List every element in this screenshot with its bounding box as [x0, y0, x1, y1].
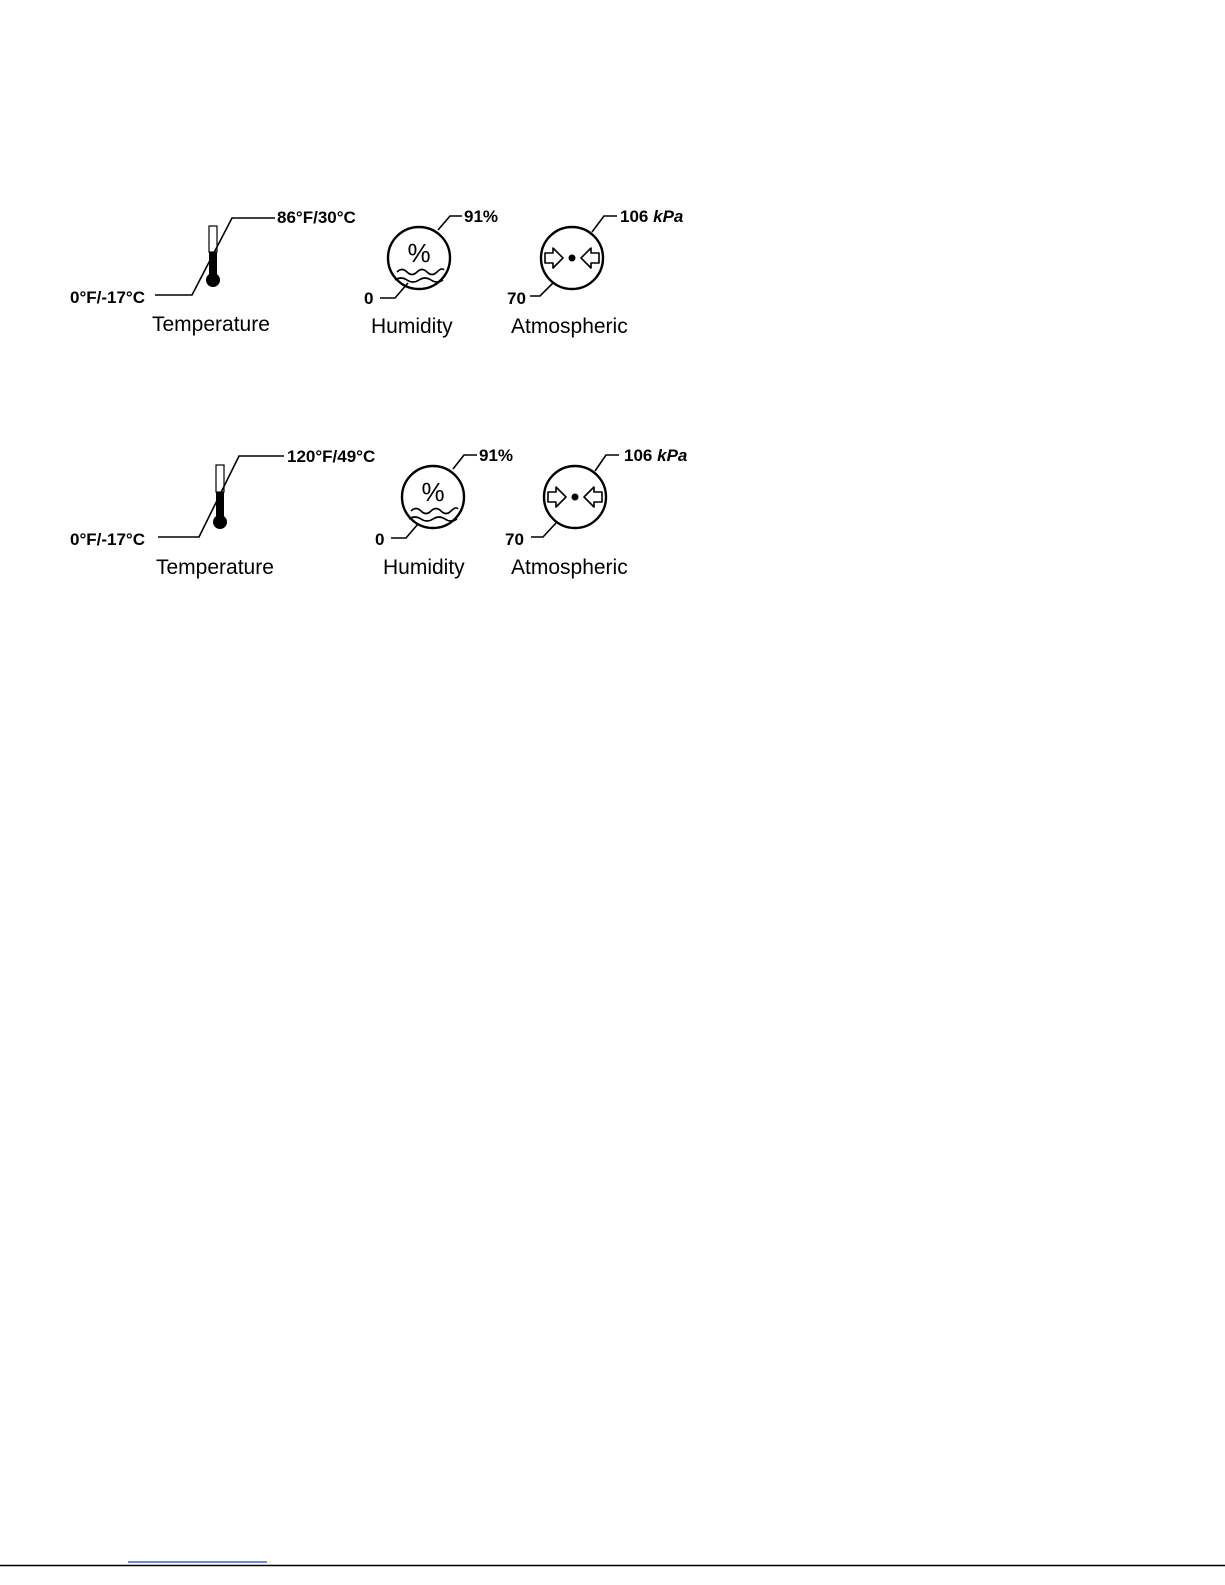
humidity-group-2: [375, 446, 513, 579]
humidity-group-1: [364, 207, 498, 338]
thermometer-icon: [206, 226, 220, 287]
humidity-max-label: 91%: [464, 207, 499, 226]
pressure-caption: Atmospheric: [511, 556, 628, 579]
humidity-max-label: 91%: [479, 446, 514, 465]
humidity-leader-lines: [391, 524, 418, 538]
temperature-max-label: 120°F/49°C: [287, 447, 376, 466]
humidity-leader-lines-top: [438, 216, 462, 230]
pressure-caption: Atmospheric: [511, 315, 628, 338]
humidity-icon: [402, 466, 464, 528]
pressure-max-value: 106: [620, 207, 649, 226]
humidity-leader-lines-top: [453, 455, 477, 469]
temperature-caption: Temperature: [156, 556, 274, 579]
pressure-max-label: [624, 446, 687, 465]
humidity-icon: [388, 227, 450, 289]
pressure-max-unit: kPa: [657, 446, 688, 465]
percent-symbol: %: [407, 238, 431, 268]
humidity-caption: Humidity: [371, 315, 453, 338]
pressure-max-label: [620, 207, 683, 226]
pressure-icon: [541, 227, 603, 289]
pressure-leader-lines-top: [595, 455, 619, 471]
pressure-max-unit: kPa: [653, 207, 684, 226]
pressure-min-label: 70: [505, 530, 524, 549]
temperature-group-1: [70, 208, 356, 336]
pressure-icon: [544, 466, 606, 528]
atmospheric-group-2: [505, 446, 687, 579]
pressure-leader-lines: [531, 523, 556, 537]
pressure-leader-lines: [530, 283, 553, 296]
row-2: [70, 446, 687, 579]
atmospheric-group-1: [507, 207, 683, 338]
pressure-min-label: 70: [507, 289, 526, 308]
temperature-caption: Temperature: [152, 313, 270, 336]
footer: [0, 1562, 1225, 1566]
humidity-caption: Humidity: [383, 556, 465, 579]
percent-symbol: %: [421, 477, 445, 507]
humidity-min-label: 0: [375, 530, 385, 549]
humidity-min-label: 0: [364, 289, 374, 308]
thermometer-icon: [213, 465, 227, 529]
row-1: [70, 207, 683, 338]
temperature-max-label: 86°F/30°C: [277, 208, 356, 227]
pressure-leader-lines-top: [592, 216, 617, 232]
temperature-min-label: 0°F/-17°C: [70, 530, 146, 549]
pressure-max-value: 106: [624, 446, 653, 465]
temperature-min-label: 0°F/-17°C: [70, 288, 146, 307]
temperature-group-2: [70, 447, 375, 579]
